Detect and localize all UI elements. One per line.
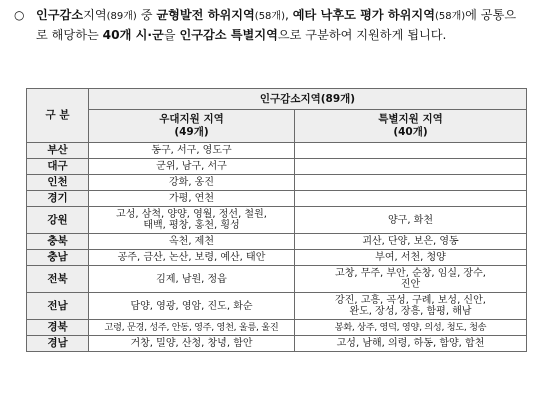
intro-paragraph bbox=[14, 6, 526, 45]
intro-part: 예타 낙후도 평가 하위지역 bbox=[292, 8, 435, 22]
intro-part: 지역 bbox=[83, 8, 107, 22]
intro-part: 인구감소 특별지역 bbox=[179, 28, 278, 42]
table-row bbox=[27, 266, 527, 293]
special-cell: 부여, 서천, 청양 bbox=[295, 250, 527, 266]
region-cell: 부산 bbox=[27, 143, 89, 159]
priority-cell: 군위, 남구, 서구 bbox=[89, 159, 295, 175]
special-cell bbox=[295, 143, 527, 159]
intro-part: 40개 시·군 bbox=[102, 28, 164, 42]
table-row bbox=[27, 159, 527, 175]
intro-part: 중 bbox=[136, 8, 157, 22]
priority-cell: 가평, 연천 bbox=[89, 191, 295, 207]
special-cell: 고성, 남해, 의령, 하동, 함양, 합천 bbox=[295, 336, 527, 352]
table-row bbox=[27, 143, 527, 159]
region-cell: 전남 bbox=[27, 293, 89, 320]
special-cell: 강진, 고흥, 곡성, 구례, 보성, 신안, 완도, 장성, 장흥, 함평, 해남 bbox=[295, 293, 527, 320]
table-row bbox=[27, 320, 527, 336]
priority-cell: 공주, 금산, 논산, 보령, 예산, 태안 bbox=[89, 250, 295, 266]
circle-bullet-icon: ○ bbox=[14, 8, 25, 22]
intro-part: (58개) bbox=[434, 11, 466, 22]
table-body bbox=[27, 143, 527, 352]
intro-part: , bbox=[284, 8, 293, 22]
special-cell: 양구, 화천 bbox=[295, 207, 527, 234]
region-table bbox=[26, 88, 527, 352]
region-cell: 경북 bbox=[27, 320, 89, 336]
region-cell: 전북 bbox=[27, 266, 89, 293]
region-cell: 대구 bbox=[27, 159, 89, 175]
table-row bbox=[27, 191, 527, 207]
priority-cell: 강화, 옹진 bbox=[89, 175, 295, 191]
region-cell: 경남 bbox=[27, 336, 89, 352]
priority-cell: 고성, 삼척, 양양, 영월, 정선, 철원, 태백, 평창, 홍천, 횡성 bbox=[89, 207, 295, 234]
intro-part: 으로 구분하여 지원하게 됩니다. bbox=[277, 28, 447, 42]
table-row bbox=[27, 250, 527, 266]
intro-part: (58개) bbox=[254, 11, 285, 22]
priority-cell: 고령, 문경, 성주, 안동, 영주, 영천, 울릉, 울진 bbox=[89, 320, 295, 336]
intro-part: 을 bbox=[163, 28, 180, 42]
table-row bbox=[27, 293, 527, 320]
region-cell: 경기 bbox=[27, 191, 89, 207]
region-cell: 강원 bbox=[27, 207, 89, 234]
priority-cell: 옥천, 제천 bbox=[89, 234, 295, 250]
special-cell: 괴산, 단양, 보은, 영동 bbox=[295, 234, 527, 250]
region-column-header: 구 분 bbox=[27, 89, 89, 143]
priority-cell: 거창, 밀양, 산청, 창녕, 함안 bbox=[89, 336, 295, 352]
special-column-header: 특별지원 지역 (40개) bbox=[295, 110, 527, 143]
intro-part: (89개) bbox=[106, 11, 137, 22]
table-row bbox=[27, 336, 527, 352]
table-row bbox=[27, 207, 527, 234]
special-cell bbox=[295, 159, 527, 175]
intro-part: 에 공통으로 해당하는 bbox=[36, 8, 517, 42]
priority-column-header: 우대지원 지역 (49개) bbox=[89, 110, 295, 143]
region-cell: 충북 bbox=[27, 234, 89, 250]
region-cell: 인천 bbox=[27, 175, 89, 191]
region-cell: 충남 bbox=[27, 250, 89, 266]
table-row bbox=[27, 175, 527, 191]
priority-cell: 김제, 남원, 정읍 bbox=[89, 266, 295, 293]
special-cell: 봉화, 상주, 영덕, 영양, 의성, 청도, 청송 bbox=[295, 320, 527, 336]
intro-part: 균형발전 하위지역 bbox=[156, 8, 255, 22]
intro-part: 인구감소 bbox=[36, 8, 84, 22]
group-header: 인구감소지역(89개) bbox=[89, 89, 527, 110]
intro-text bbox=[36, 6, 526, 45]
table-row bbox=[27, 234, 527, 250]
priority-cell: 담양, 영광, 영암, 진도, 화순 bbox=[89, 293, 295, 320]
special-cell bbox=[295, 191, 527, 207]
special-cell bbox=[295, 175, 527, 191]
priority-cell: 동구, 서구, 영도구 bbox=[89, 143, 295, 159]
special-cell: 고창, 무주, 부안, 순창, 임실, 장수, 진안 bbox=[295, 266, 527, 293]
